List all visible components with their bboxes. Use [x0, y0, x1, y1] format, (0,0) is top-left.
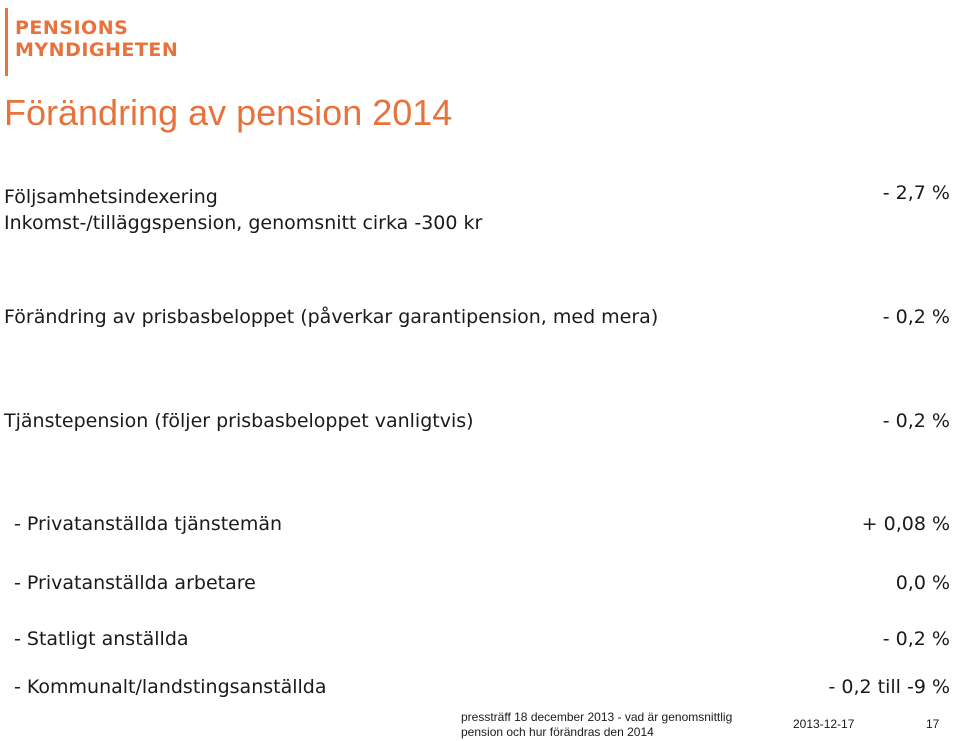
sub-row-value: 0,0 %: [895, 572, 950, 594]
indexation-label-line1: Följsamhetsindexering: [4, 186, 218, 208]
sub-row-label: - Statligt anställda: [14, 628, 189, 650]
occupational-pension-value: - 0,2 %: [882, 410, 950, 432]
sub-row-label: - Kommunalt/landstingsanställda: [14, 676, 327, 698]
logo-bar: [5, 8, 8, 76]
logo-text-line2: MYNDIGHETEN: [15, 39, 179, 61]
logo-text-line1: PENSIONS: [15, 17, 129, 39]
slide-title: Förändring av pension 2014: [4, 92, 453, 133]
price-base-label: Förändring av prisbasbeloppet (påverkar garantipension, med mera): [4, 306, 659, 328]
page-number: 17: [926, 717, 940, 731]
sub-row-value: - 0,2 %: [882, 628, 950, 650]
price-base-value: - 0,2 %: [882, 306, 950, 328]
sub-row-label: - Privatanställda tjänstemän: [14, 513, 283, 535]
occupational-pension-label: Tjänstepension (följer prisbasbeloppet vanligtvis): [4, 410, 474, 432]
footer-caption: [461, 710, 776, 740]
footer-caption-line2: pension och hur förändras den 2014: [461, 725, 654, 739]
indexation-value: - 2,7 %: [882, 182, 950, 204]
footer-caption-line1: pressträff 18 december 2013 - vad är genomsnittlig: [461, 710, 733, 724]
footer-date: 2013-12-17: [793, 717, 855, 731]
indexation-label-line2: Inkomst-/tilläggspension, genomsnitt cirka -300 kr: [4, 212, 483, 234]
sub-row-value: - 0,2 till -9 %: [828, 676, 950, 698]
sub-row-label: - Privatanställda arbetare: [14, 572, 256, 594]
sub-row-value: + 0,08 %: [861, 513, 950, 535]
